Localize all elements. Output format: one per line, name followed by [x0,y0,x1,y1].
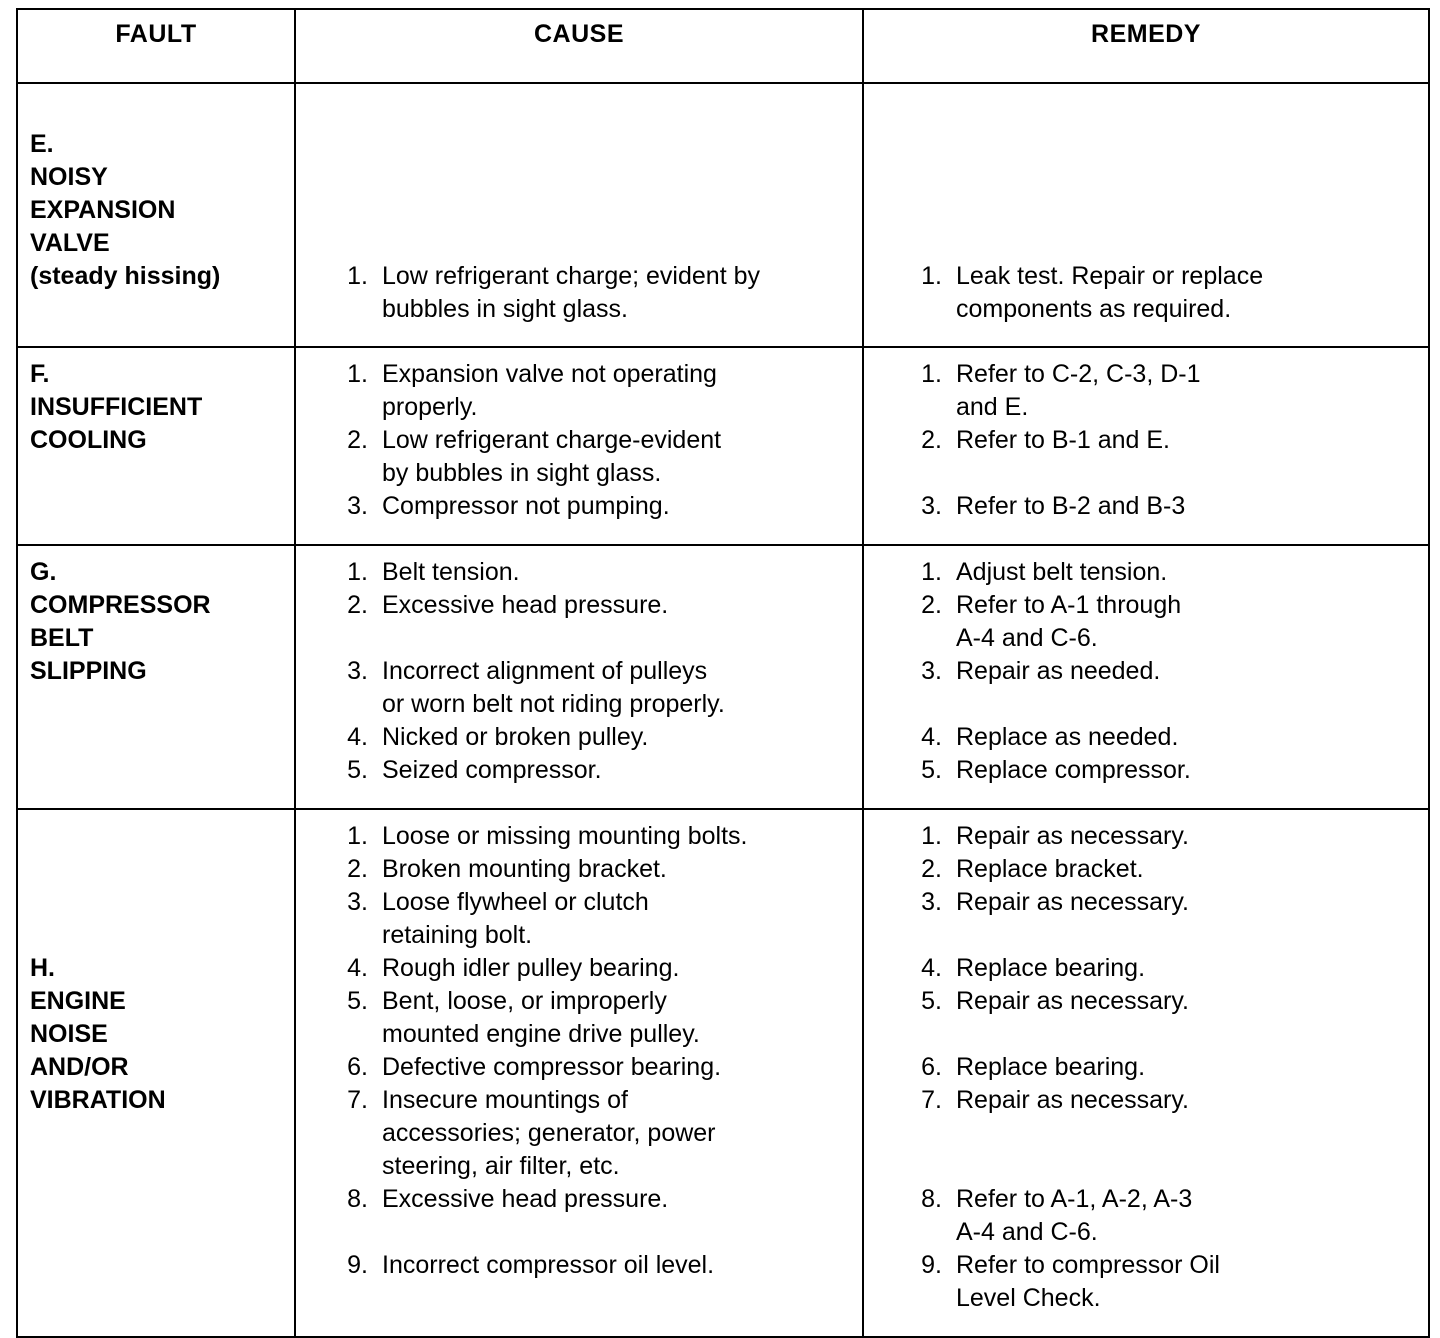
remedy-cell [863,809,1429,1337]
fault-row-e [17,83,1429,347]
item-text: Loose flywheel or clutch retaining bolt. [382,888,649,949]
cause-item [324,589,862,622]
remedy-item [898,886,1428,919]
item-text: Compressor not pumping. [382,492,670,520]
fault-line: COMPRESSOR [30,591,211,619]
remedy-item [898,589,1428,655]
item-number: 1. [347,822,368,850]
item-text: Replace bracket. [956,855,1144,883]
fault-line: G. [30,558,57,586]
fault-line: E. [30,130,54,158]
item-number: 5. [347,987,368,1015]
cause-cell [295,809,863,1337]
remedy-cell [863,347,1429,545]
item-text: Nicked or broken pulley. [382,723,649,751]
remedy-item [898,853,1428,886]
cause-item [324,1183,862,1216]
item-text: Repair as needed. [956,657,1161,685]
cause-item [324,1249,862,1282]
item-number: 3. [347,492,368,520]
item-number: 6. [347,1053,368,1081]
item-number: 1. [921,360,942,388]
remedy-header: REMEDY [863,9,1429,83]
remedy-item [898,1183,1428,1249]
item-text: Leak test. Repair or replace components as required. [956,262,1264,323]
cause-item [324,1084,862,1183]
header-row [17,9,1429,83]
item-text: Low refrigerant charge-evident by bubbles in sight glass. [382,426,722,487]
item-text: Refer to B-2 and B-3 [956,492,1186,520]
cause-item [324,886,862,952]
item-number: 4. [347,723,368,751]
item-number: 8. [921,1185,942,1213]
fault-line: VIBRATION [30,1086,166,1114]
item-number: 4. [921,954,942,982]
remedy-item [898,721,1428,754]
remedy-item [898,490,1428,523]
fault-line: COOLING [30,426,147,454]
fault-line: H. [30,954,55,982]
item-text: Replace bearing. [956,954,1146,982]
item-text: Belt tension. [382,558,520,586]
remedy-item [898,1051,1428,1084]
remedy-cell [863,83,1429,347]
remedy-item [898,985,1428,1018]
fault-line: AND/OR [30,1053,129,1081]
item-number: 1. [347,558,368,586]
fault-line: BELT [30,624,94,652]
fault-line: F. [30,360,50,388]
cause-item [324,556,862,589]
cause-item [324,985,862,1051]
fault-line: ENGINE [30,987,126,1015]
fault-cell [17,347,295,545]
item-number: 1. [921,558,942,586]
remedy-cell [863,545,1429,809]
item-number: 2. [921,855,942,883]
fault-line: EXPANSION [30,196,176,224]
item-text: Repair as necessary. [956,888,1189,916]
fault-cell [17,545,295,809]
cause-item [324,424,862,490]
item-number: 7. [347,1086,368,1114]
cause-cell [295,545,863,809]
fault-line: (steady hissing) [30,262,221,290]
item-text: Low refrigerant charge; evident by bubbles in sight glass. [382,262,760,323]
fault-header: FAULT [17,9,295,83]
cause-item [324,754,862,787]
item-text: Expansion valve not operating properly. [382,360,717,421]
fault-row-f [17,347,1429,545]
item-number: 3. [921,657,942,685]
item-number: 2. [347,591,368,619]
cause-item [324,655,862,721]
remedy-item [898,1249,1428,1315]
fault-line: NOISE [30,1020,108,1048]
item-text: Rough idler pulley bearing. [382,954,680,982]
cause-item [324,260,862,326]
remedy-item [898,754,1428,787]
item-number: 1. [921,822,942,850]
item-text: Seized compressor. [382,756,602,784]
fault-line: VALVE [30,229,110,257]
item-text: Incorrect compressor oil level. [382,1251,715,1279]
item-number: 2. [921,426,942,454]
item-text: Excessive head pressure. [382,1185,669,1213]
cause-header: CAUSE [295,9,863,83]
item-number: 8. [347,1185,368,1213]
cause-item [324,1051,862,1084]
fault-line: NOISY [30,163,108,191]
item-number: 3. [347,888,368,916]
remedy-item [898,358,1428,424]
item-text: Incorrect alignment of pulleys or worn belt not riding properly. [382,657,725,718]
item-text: Adjust belt tension. [956,558,1168,586]
cause-cell [295,347,863,545]
item-text: Replace bearing. [956,1053,1146,1081]
remedy-item [898,655,1428,688]
troubleshooting-table [16,8,1430,1338]
item-number: 9. [921,1251,942,1279]
item-text: Repair as necessary. [956,1086,1189,1114]
item-text: Replace compressor. [956,756,1191,784]
fault-cell [17,809,295,1337]
remedy-item [898,260,1428,326]
remedy-item [898,952,1428,985]
cause-item [324,820,862,853]
item-number: 4. [347,954,368,982]
item-text: Excessive head pressure. [382,591,669,619]
fault-row-h [17,809,1429,1337]
item-text: Insecure mountings of accessories; generator, power steering, air filter, etc. [382,1086,716,1180]
item-text: Refer to A-1, A-2, A-3 A-4 and C-6. [956,1185,1193,1246]
cause-item [324,490,862,523]
item-number: 2. [347,855,368,883]
item-text: Bent, loose, or improperly mounted engine drive pulley. [382,987,700,1048]
item-text: Refer to B-1 and E. [956,426,1171,454]
item-number: 4. [921,723,942,751]
item-number: 2. [921,591,942,619]
item-text: Repair as necessary. [956,822,1189,850]
remedy-item [898,1084,1428,1117]
cause-item [324,952,862,985]
item-number: 1. [347,360,368,388]
item-number: 5. [921,756,942,784]
remedy-item [898,820,1428,853]
fault-row-g [17,545,1429,809]
item-text: Refer to A-1 through A-4 and C-6. [956,591,1182,652]
item-number: 1. [347,262,368,290]
item-number: 9. [347,1251,368,1279]
item-number: 2. [347,426,368,454]
item-text: Replace as needed. [956,723,1179,751]
fault-line: INSUFFICIENT [30,393,203,421]
item-number: 6. [921,1053,942,1081]
cause-item [324,358,862,424]
item-text: Loose or missing mounting bolts. [382,822,748,850]
item-text: Refer to compressor Oil Level Check. [956,1251,1220,1312]
fault-cell [17,83,295,347]
item-number: 3. [347,657,368,685]
item-number: 5. [921,987,942,1015]
item-text: Refer to C-2, C-3, D-1 and E. [956,360,1201,421]
item-number: 3. [921,492,942,520]
item-number: 5. [347,756,368,784]
remedy-item [898,556,1428,589]
item-text: Repair as necessary. [956,987,1189,1015]
item-text: Broken mounting bracket. [382,855,667,883]
cause-item [324,721,862,754]
cause-cell [295,83,863,347]
remedy-item [898,424,1428,457]
item-number: 3. [921,888,942,916]
item-number: 1. [921,262,942,290]
item-text: Defective compressor bearing. [382,1053,722,1081]
cause-item [324,853,862,886]
fault-line: SLIPPING [30,657,147,685]
item-number: 7. [921,1086,942,1114]
